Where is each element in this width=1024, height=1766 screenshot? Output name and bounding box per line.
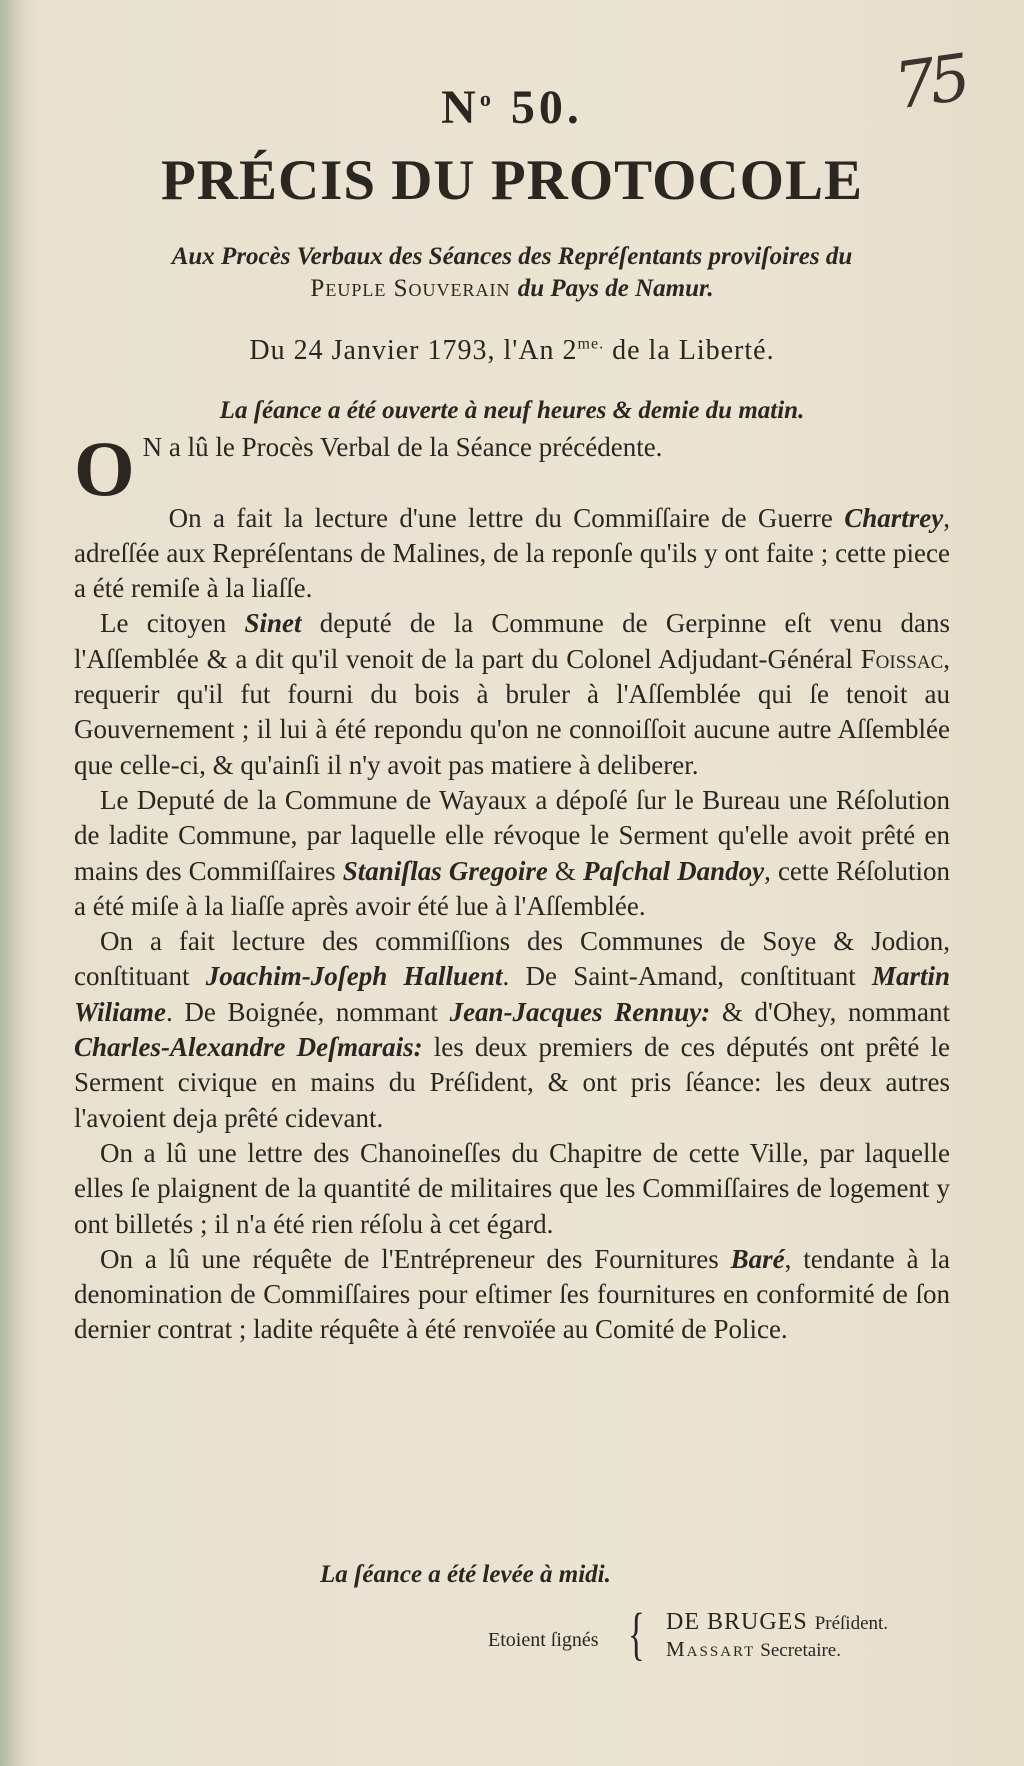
paragraph-7 — [74, 1242, 950, 1348]
signer-president — [666, 1609, 888, 1636]
number-sup: o — [479, 86, 495, 111]
p2-text-b: , adreſſée aux Repréſentans de Malines, de la reponſe qu'ils y ont faite ; cette piece a été remiſe à la liaſſe. — [74, 502, 950, 604]
p5-text-a: On a fait lecture des commiſſions des Communes de Soye & Jodion, conſtituant — [74, 926, 950, 992]
p5-text-c: . De Boignée, nommant — [166, 996, 450, 1027]
signer-secretary — [666, 1637, 841, 1662]
p4-text-b: & — [547, 855, 584, 886]
p7-text-b: , tendante à la denomination de Commiſſaires pour eſtimer ſes fournitures en conformité de ſon dernier contrat ; ladite réquête à été renvoïée au Comité de Police. — [74, 1243, 950, 1345]
signer2-role: Secretaire. — [760, 1640, 841, 1661]
subtitle-line-1: Aux Procès Verbaux des Séances des Repréſentants proviſoires du — [171, 243, 853, 270]
p5-text-e: les deux premiers de ces députés ont prêté le Serment civique en mains du Préſident, & ont pris ſéance: les deux autres l'avoient deja prêté cidevant. — [74, 1032, 950, 1133]
p2-text-a: On a fait la lecture d'une lettre du Commiſſaire de Guerre — [168, 502, 845, 533]
p4-text-c: , cette Réſolution a été miſe à la liaſſe après avoir été lue à l'Aſſemblée. — [74, 855, 950, 921]
signer1-role: Préſident. — [814, 1613, 889, 1634]
document-number — [0, 80, 1024, 135]
p7-name: Baré — [730, 1243, 785, 1274]
p5-name-1: Joachim-Joſeph Halluent — [205, 961, 503, 992]
p3-name-1: Sinet — [244, 608, 302, 639]
date-after: de la Liberté. — [604, 335, 775, 366]
date-sup: me. — [577, 335, 605, 353]
p2-name: Chartrey — [844, 502, 944, 533]
subtitle-line-2 — [80, 275, 944, 303]
session-date — [60, 335, 964, 367]
p3-name-2: Foissac — [860, 643, 944, 674]
signature-block — [488, 1603, 968, 1669]
p4-text-a: Le Deputé de la Commune de Wayaux a dépoſé ſur le Bureau une Réſolution de ladite Commune, par laquelle elle révoque le Serment qu'elle avoit prêté en mains des Commiſſaires — [74, 784, 950, 886]
p5-name-4: Charles-Alexandre Deſmarais: — [74, 1032, 423, 1063]
signer1-name: DE BRUGES — [666, 1609, 808, 1635]
date-main: Du 24 Janvier 1793, l'An 2 — [249, 335, 578, 366]
p4-name-2: Paſchal Dandoy — [583, 855, 765, 886]
p3-text-a: Le citoyen — [100, 608, 245, 639]
document-title: PRÉCIS DU PROTOCOLE — [160, 149, 864, 212]
signature-brace: { — [628, 1601, 645, 1666]
paragraph-1-text: N a lû le Procès Verbal de la Séance précédente. — [142, 432, 663, 462]
p4-name-1: Staniſlas Gregoire — [342, 855, 548, 886]
p5-name-2: Martin Wiliame — [74, 961, 950, 1027]
paragraph-3 — [74, 606, 950, 782]
p5-text-d: & d'Ohey, nommant — [710, 996, 951, 1027]
signer2-name: Massart — [666, 1637, 756, 1661]
opening-line: La ſéance a été ouverte à neuf heures & demie du matin. — [219, 397, 805, 424]
signed-label: Etoient ſignés — [488, 1629, 599, 1651]
paragraph-4 — [74, 783, 950, 924]
p5-name-3: Jean-Jacques Rennuy: — [449, 996, 711, 1027]
paragraph-6: On a lû une lettre des Chanoineſſes du Chapitre de cette Ville, par laquelle elles ſe plaignent de la quantité de militaires que les Commiſſaires de logement y ont billetés ; il n'a été rien réſolu à cet égard. — [74, 1137, 950, 1239]
p7-text-a: On a lû une réquête de l'Entrépreneur des Fournitures — [100, 1243, 731, 1274]
paragraph-1 — [74, 425, 950, 512]
paragraph-2 — [74, 501, 950, 607]
closing-line: La ſéance a été levée à midi. — [320, 1561, 611, 1588]
protocol-body — [74, 425, 951, 1348]
subtitle-people: Peuple Souverain — [310, 275, 511, 302]
p3-text-b: deputé de la Commune de Gerpinne eſt venu dans l'Aſſemblée & a dit qu'il venoit de la part du Colonel Adjudant-Général — [74, 608, 950, 674]
subtitle-country: du Pays de Namur. — [517, 275, 714, 302]
number-prefix: N — [441, 81, 480, 134]
p3-text-c: , requerir qu'il fut fourni du bois à bruler à l'Aſſemblée qui ſe tenoit au Gouvernement ; il lui à été repondu qu'on ne connoiſſoit aucune autre Aſſemblée que celle-ci, & qu'ainſi il n'y avoit pas matiere à deliberer. — [74, 643, 950, 780]
p5-text-b: . De Saint-Amand, conſtituant — [502, 961, 872, 992]
paragraph-5 — [74, 924, 950, 1136]
handwritten-number: 75 — [889, 41, 969, 125]
number-value: 50. — [510, 81, 583, 134]
drop-cap: O — [74, 425, 135, 512]
